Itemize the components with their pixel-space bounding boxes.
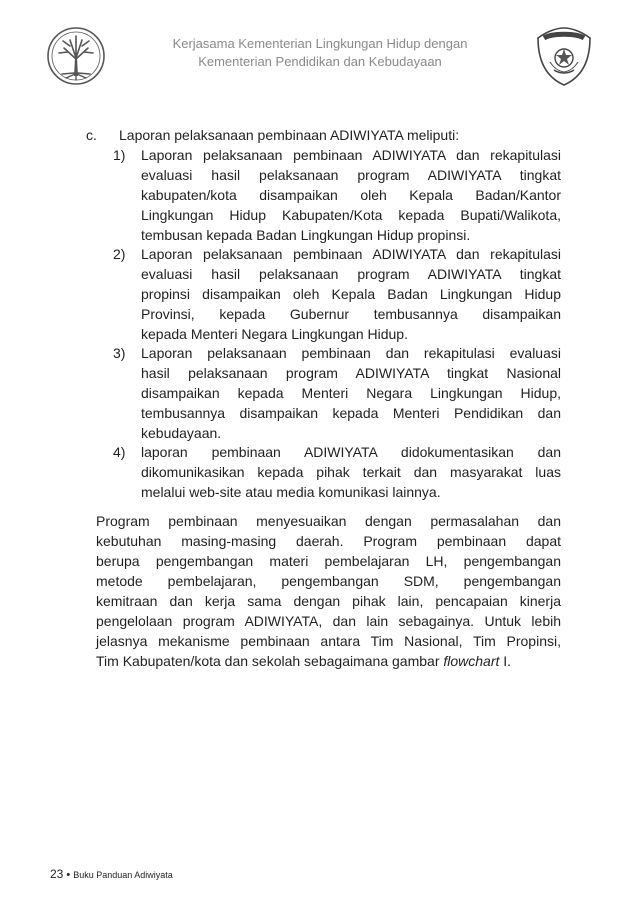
list-item-line: propinsi disampaikan oleh Kepala Badan Lingkungan Hidup <box>141 286 561 302</box>
footer-bullet: • <box>66 869 71 881</box>
list-item-line: evaluasi hasil pelaksanaan program ADIWIYATA tingkat <box>141 167 561 183</box>
header-line-1: Kerjasama Kementerian Lingkungan Hidup dengan <box>172 36 468 51</box>
list-item-number: 2) <box>113 246 126 262</box>
paragraph-text: Tim Kabupaten/kota dan sekolah sebagaimana gambar <box>96 653 444 669</box>
flowchart-term: flowchart <box>443 653 500 669</box>
list-item-line: evaluasi hasil pelaksanaan program ADIWIYATA tingkat <box>141 266 561 282</box>
book-title: Buku Panduan Adiwiyata <box>73 870 173 880</box>
tree-logo-icon <box>46 26 106 86</box>
section-title: Laporan pelaksanaan pembinaan ADIWIYATA meliputi: <box>119 127 460 143</box>
list-item-line: tembusan kepada Badan Lingkungan Hidup propinsi. <box>141 227 471 243</box>
page-footer <box>50 867 173 881</box>
paragraph-line: Program pembinaan menyesuaikan dengan permasalahan dan <box>96 513 561 529</box>
list-item-line: melalui web-site atau media komunikasi lainnya. <box>141 484 441 500</box>
paragraph-line: kebutuhan masing-masing daerah. Program pembinaan dapat <box>96 533 561 549</box>
paragraph-line: jelasnya mekanisme pembinaan antara Tim Nasional, Tim Propinsi, <box>96 633 561 649</box>
paragraph-line: berupa pengembangan materi pembelajaran LH, pengembangan <box>96 553 561 569</box>
list-item-line: Laporan pelaksanaan pembinaan dan rekapitulasi evaluasi <box>141 345 561 361</box>
section-marker: c. <box>86 127 97 143</box>
paragraph-last-line <box>96 651 511 671</box>
page-number: 23 <box>50 867 64 881</box>
header-title <box>120 35 520 71</box>
list-item-line: Lingkungan Hidup Kabupaten/Kota kepada Bupati/Walikota, <box>141 207 561 223</box>
list-item-line: Laporan pelaksanaan pembinaan ADIWIYATA dan rekapitulasi <box>141 147 561 163</box>
list-item-number: 1) <box>113 147 126 163</box>
header-line-2: Kementerian Pendidikan dan Kebudayaan <box>198 54 442 69</box>
list-item-line: laporan pembinaan ADIWIYATA didokumentasikan dan <box>141 444 561 460</box>
paragraph-line: kemitraan dan kerja sama dengan pihak lain, pencapaian kinerja <box>96 593 561 609</box>
paragraph-line: metode pembelajaran, pengembangan SDM, pengembangan <box>96 573 561 589</box>
list-item-line: kebudayaan. <box>141 425 222 441</box>
list-item-line: Laporan pelaksanaan pembinaan ADIWIYATA dan rekapitulasi <box>141 246 561 262</box>
list-item-line: kabupaten/kota disampaikan oleh Kepala Badan/Kantor <box>141 187 561 203</box>
list-item-line: hasil pelaksanaan program ADIWIYATA tingkat Nasional <box>141 365 561 381</box>
list-item-line: kepada Menteri Negara Lingkungan Hidup. <box>141 326 408 342</box>
paragraph-line: pengelolaan program ADIWIYATA, dan lain sebagainya. Untuk lebih <box>96 613 561 629</box>
list-item-number: 4) <box>113 444 126 460</box>
list-item-line: disampaikan kepada Menteri Negara Lingkungan Hidup, <box>141 385 561 401</box>
list-item-line: dikomunikasikan kepada pihak terkait dan masyarakat luas <box>141 464 561 480</box>
paragraph-text-end: I. <box>499 653 512 669</box>
list-item-line: Provinsi, kepada Gubernur tembusannya disampaikan <box>141 306 561 322</box>
tut-wuri-handayani-emblem-icon <box>532 24 596 88</box>
page-header <box>0 0 638 100</box>
list-item-line: tembusannya disampaikan kepada Menteri Pendidikan dan <box>141 405 561 421</box>
list-item-number: 3) <box>113 345 126 361</box>
